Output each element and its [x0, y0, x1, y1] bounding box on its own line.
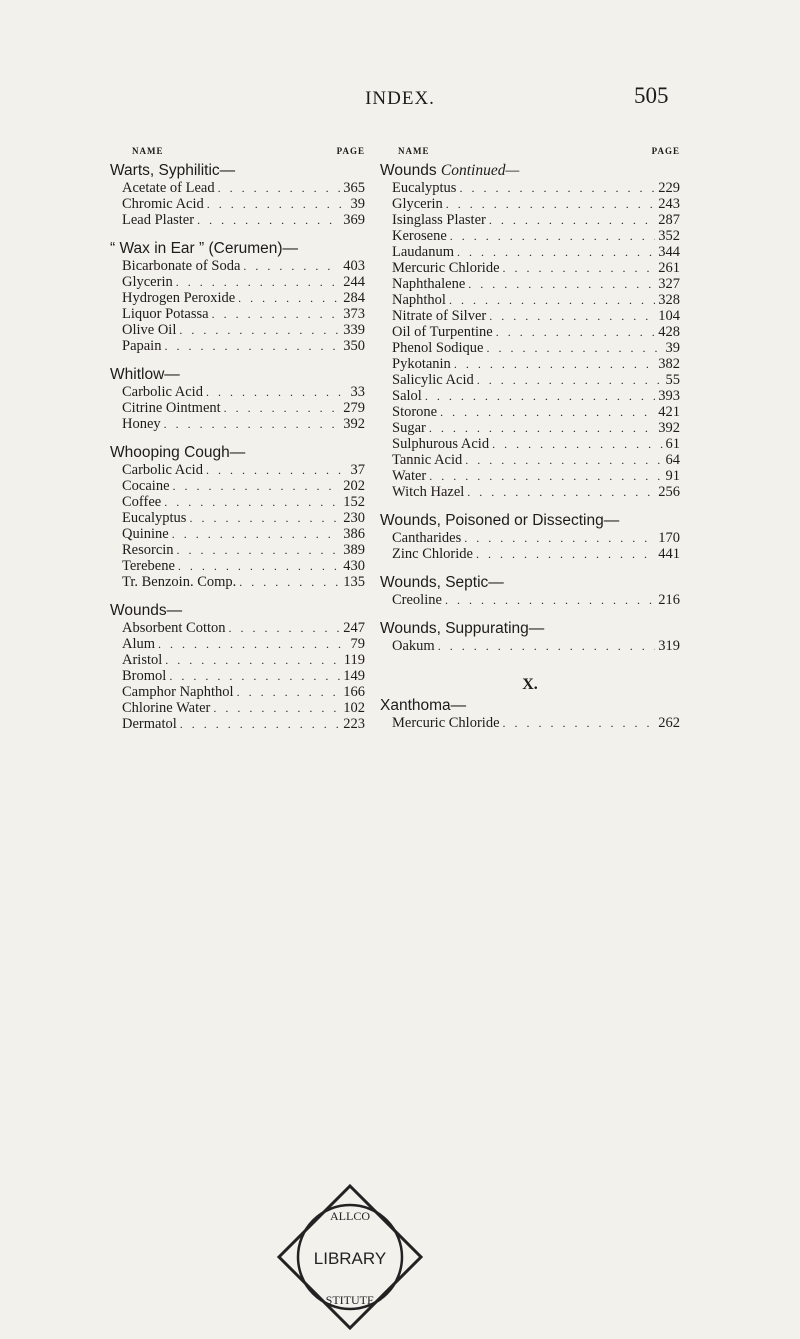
entry-name: Bromol — [122, 668, 167, 684]
entry-name: Eucalyptus — [392, 180, 457, 196]
entry-page: 230 — [343, 510, 365, 526]
index-entry — [110, 322, 365, 338]
entry-page: 382 — [658, 356, 680, 372]
leader-dots — [164, 494, 340, 510]
svg-text:STITUTE: STITUTE — [325, 1293, 375, 1307]
index-entry — [380, 638, 680, 654]
entry-page: 421 — [658, 404, 680, 420]
section-gap — [380, 500, 680, 511]
entry-page: 39 — [665, 340, 680, 356]
leader-dots — [206, 384, 348, 400]
leader-dots — [467, 484, 655, 500]
entry-name: Salicylic Acid — [392, 372, 474, 388]
entry-name: Cocaine — [122, 478, 170, 494]
entry-page: 202 — [343, 478, 365, 494]
leader-dots — [243, 258, 340, 274]
index-entry — [380, 340, 680, 356]
entry-page: 319 — [658, 638, 680, 654]
entry-name: Tr. Benzoin. Comp. — [122, 574, 237, 590]
svg-text:ALLCO: ALLCO — [330, 1209, 370, 1223]
index-entry — [110, 558, 365, 574]
entry-name: Storone — [392, 404, 438, 420]
entry-page: 403 — [343, 258, 365, 274]
section-gap — [380, 562, 680, 573]
index-entry — [380, 356, 680, 372]
entry-page: 79 — [350, 636, 365, 652]
index-entry — [380, 388, 680, 404]
index-entry — [380, 484, 680, 500]
column-header — [380, 146, 680, 160]
entry-name: Papain — [122, 338, 162, 354]
entry-name: Nitrate of Silver — [392, 308, 487, 324]
entry-page: 64 — [665, 452, 680, 468]
entry-page: 373 — [343, 306, 365, 322]
leader-dots — [450, 228, 655, 244]
index-entry — [380, 276, 680, 292]
index-entry — [110, 478, 365, 494]
entry-page: 352 — [658, 228, 680, 244]
entry-name: Naphthol — [392, 292, 446, 308]
entry-name: Water — [392, 468, 427, 484]
entry-name: Coffee — [122, 494, 162, 510]
index-entry — [110, 620, 365, 636]
right-column — [380, 146, 680, 731]
index-entry — [110, 526, 365, 542]
entry-name: Absorbent Cotton — [122, 620, 226, 636]
index-entry — [380, 468, 680, 484]
leader-dots — [477, 372, 663, 388]
leader-dots — [173, 478, 341, 494]
entry-name: Chlorine Water — [122, 700, 211, 716]
entry-page: 389 — [343, 542, 365, 558]
section-heading: Warts, Syphilitic— — [110, 162, 236, 179]
index-entry — [110, 306, 365, 322]
entry-name: Salol — [392, 388, 422, 404]
index-entry — [110, 196, 365, 212]
leader-dots — [172, 526, 341, 542]
section-gap — [380, 608, 680, 619]
index-entry — [110, 684, 365, 700]
index-entry — [380, 212, 680, 228]
index-entry — [110, 636, 365, 652]
entry-page: 284 — [343, 290, 365, 306]
leader-dots — [158, 636, 347, 652]
section-heading: Whooping Cough— — [110, 444, 246, 461]
index-entry — [110, 700, 365, 716]
entry-name: Witch Hazel — [392, 484, 465, 500]
entry-page: 244 — [343, 274, 365, 290]
entry-name: Pykotanin — [392, 356, 451, 372]
leader-dots — [229, 620, 341, 636]
page-number: 505 — [634, 83, 669, 108]
index-entry — [380, 324, 680, 340]
leader-dots — [197, 212, 340, 228]
leader-dots — [503, 260, 656, 276]
index-entry — [380, 228, 680, 244]
entry-name: Acetate of Lead — [122, 180, 215, 196]
section-heading: “ Wax in Ear ” (Cerumen)— — [110, 240, 299, 257]
leader-dots — [486, 340, 662, 356]
index-entry — [380, 308, 680, 324]
entry-page: 33 — [350, 384, 365, 400]
entry-page: 119 — [343, 652, 365, 668]
entry-name: Bicarbonate of Soda — [122, 258, 241, 274]
leader-dots — [496, 324, 656, 340]
entry-name: Naphthalene — [392, 276, 466, 292]
leader-dots — [459, 180, 655, 196]
leader-dots — [179, 322, 340, 338]
entry-page: 261 — [658, 260, 680, 276]
leader-dots — [176, 274, 341, 290]
leader-dots — [476, 546, 655, 562]
entry-name: Camphor Naphthol — [122, 684, 234, 700]
page-label: PAGE — [336, 146, 365, 156]
entry-name: Zinc Chloride — [392, 546, 473, 562]
index-entry — [380, 420, 680, 436]
index-entry — [380, 372, 680, 388]
entry-page: 243 — [658, 196, 680, 212]
entry-page: 344 — [658, 244, 680, 260]
entry-name: Carbolic Acid — [122, 462, 203, 478]
stamp-label: LIBRARY — [313, 1249, 387, 1268]
entry-name: Mercuric Chloride — [392, 260, 500, 276]
entry-name: Alum — [122, 636, 156, 652]
leader-dots — [212, 306, 341, 322]
leader-dots — [189, 510, 340, 526]
left-sections — [110, 161, 365, 732]
continued-heading: Wounds Continued— — [380, 162, 520, 179]
entry-page: 61 — [665, 436, 680, 452]
entry-name: Honey — [122, 416, 161, 432]
index-entry — [110, 416, 365, 432]
name-label: NAME — [398, 146, 430, 156]
leader-dots — [457, 244, 655, 260]
leader-dots — [438, 638, 656, 654]
leader-dots — [164, 416, 341, 432]
leader-dots — [164, 338, 340, 354]
leader-dots — [468, 276, 655, 292]
leader-dots — [440, 404, 655, 420]
leader-dots — [238, 290, 340, 306]
entry-name: Laudanum — [392, 244, 455, 260]
entry-name: Citrine Ointment — [122, 400, 221, 416]
index-entry — [380, 180, 680, 196]
entry-name: Carbolic Acid — [122, 384, 203, 400]
entry-page: 262 — [658, 715, 680, 731]
entry-page: 428 — [658, 324, 680, 340]
entry-page: 369 — [343, 212, 365, 228]
index-entry — [110, 462, 365, 478]
entry-page: 55 — [665, 372, 680, 388]
leader-dots — [445, 592, 655, 608]
leader-dots — [213, 700, 340, 716]
index-entry — [380, 404, 680, 420]
index-entry — [110, 542, 365, 558]
leader-dots — [489, 212, 655, 228]
entry-name: Phenol Sodique — [392, 340, 484, 356]
section-letter: X. — [522, 676, 538, 693]
leader-dots — [425, 388, 655, 404]
leader-dots — [237, 684, 341, 700]
entry-page: 287 — [658, 212, 680, 228]
entry-page: 327 — [658, 276, 680, 292]
entry-name: Liquor Potassa — [122, 306, 209, 322]
leader-dots — [489, 308, 655, 324]
entry-name: Oil of Turpentine — [392, 324, 493, 340]
index-entry — [110, 384, 365, 400]
entry-page: 170 — [658, 530, 680, 546]
index-entry — [380, 196, 680, 212]
index-entry — [380, 452, 680, 468]
entry-page: 392 — [343, 416, 365, 432]
index-entry — [110, 652, 365, 668]
index-entry — [110, 510, 365, 526]
index-entry — [380, 436, 680, 452]
leader-dots — [429, 420, 655, 436]
leader-dots — [454, 356, 655, 372]
entry-page: 339 — [343, 322, 365, 338]
left-column — [110, 146, 365, 732]
entry-page: 229 — [658, 180, 680, 196]
column-header — [110, 146, 365, 160]
entry-page: 104 — [658, 308, 680, 324]
entry-page: 166 — [343, 684, 365, 700]
index-entry — [380, 715, 680, 731]
section-gap — [110, 590, 365, 601]
entry-name: Glycerin — [122, 274, 173, 290]
x-section — [380, 696, 680, 731]
index-entry — [110, 668, 365, 684]
leader-dots — [169, 668, 340, 684]
index-entry — [110, 400, 365, 416]
entry-page: 430 — [343, 558, 365, 574]
entry-name: Sugar — [392, 420, 426, 436]
entry-page: 365 — [343, 180, 365, 196]
page-label: PAGE — [651, 146, 680, 156]
section-heading: Whitlow— — [110, 366, 180, 383]
entry-name: Chromic Acid — [122, 196, 204, 212]
leader-dots — [207, 196, 348, 212]
entry-name: Dermatol — [122, 716, 177, 732]
name-label: NAME — [132, 146, 164, 156]
leader-dots — [449, 292, 655, 308]
section-heading: Wounds— — [110, 602, 183, 619]
entry-page: 102 — [343, 700, 365, 716]
index-entry — [380, 244, 680, 260]
entry-page: 441 — [658, 546, 680, 562]
entry-name: Kerosene — [392, 228, 447, 244]
leader-dots — [218, 180, 341, 196]
running-title: INDEX. — [365, 88, 435, 109]
index-entry — [380, 260, 680, 276]
leader-dots — [239, 574, 340, 590]
leader-dots — [224, 400, 341, 416]
index-entry — [110, 338, 365, 354]
entry-page: 39 — [350, 196, 365, 212]
entry-page: 350 — [343, 338, 365, 354]
leader-dots — [178, 558, 340, 574]
entry-page: 386 — [343, 526, 365, 542]
entry-name: Mercuric Chloride — [392, 715, 500, 731]
entry-page: 152 — [343, 494, 365, 510]
entry-name: Tannic Acid — [392, 452, 463, 468]
entry-page: 91 — [665, 468, 680, 484]
entry-name: Aristol — [122, 652, 163, 668]
entry-name: Quinine — [122, 526, 169, 542]
entry-page: 37 — [350, 462, 365, 478]
library-stamp — [275, 1182, 425, 1332]
section-heading: Xanthoma— — [380, 697, 467, 714]
entry-name: Sulphurous Acid — [392, 436, 490, 452]
entry-name: Eucalyptus — [122, 510, 187, 526]
index-entry — [110, 716, 365, 732]
index-entry — [380, 546, 680, 562]
entry-name: Glycerin — [392, 196, 443, 212]
index-entry — [380, 530, 680, 546]
leader-dots — [465, 452, 662, 468]
entry-page: 223 — [343, 716, 365, 732]
entry-page: 149 — [343, 668, 365, 684]
index-entry — [110, 212, 365, 228]
section-heading: Wounds, Suppurating— — [380, 620, 545, 637]
index-entry — [110, 274, 365, 290]
index-entry — [110, 258, 365, 274]
entry-name: Oakum — [392, 638, 435, 654]
entry-page: 279 — [343, 400, 365, 416]
section-gap — [110, 432, 365, 443]
entry-page: 247 — [343, 620, 365, 636]
entry-name: Hydrogen Peroxide — [122, 290, 236, 306]
index-entry — [380, 592, 680, 608]
entry-page: 216 — [658, 592, 680, 608]
index-entry — [110, 290, 365, 306]
leader-dots — [177, 542, 341, 558]
entry-page: 256 — [658, 484, 680, 500]
leader-dots — [464, 530, 655, 546]
index-entry — [380, 292, 680, 308]
right-sections — [380, 180, 680, 654]
section-heading: Wounds, Septic— — [380, 574, 504, 591]
entry-page: 328 — [658, 292, 680, 308]
index-entry — [110, 494, 365, 510]
entry-page: 135 — [343, 574, 365, 590]
entry-name: Lead Plaster — [122, 212, 195, 228]
leader-dots — [503, 715, 656, 731]
index-entry — [110, 180, 365, 196]
entry-page: 393 — [658, 388, 680, 404]
section-heading: Wounds, Poisoned or Dissecting— — [380, 512, 620, 529]
entry-name: Resorcin — [122, 542, 174, 558]
leader-dots — [492, 436, 662, 452]
section-gap — [110, 354, 365, 365]
entry-name: Isinglass Plaster — [392, 212, 486, 228]
section-gap — [110, 228, 365, 239]
leader-dots — [180, 716, 340, 732]
entry-name: Creoline — [392, 592, 442, 608]
index-entry — [110, 574, 365, 590]
leader-dots — [206, 462, 348, 478]
entry-name: Terebene — [122, 558, 175, 574]
entry-name: Cantharides — [392, 530, 462, 546]
entry-name: Olive Oil — [122, 322, 177, 338]
leader-dots — [446, 196, 656, 212]
leader-dots — [165, 652, 341, 668]
leader-dots — [429, 468, 662, 484]
entry-page: 392 — [658, 420, 680, 436]
